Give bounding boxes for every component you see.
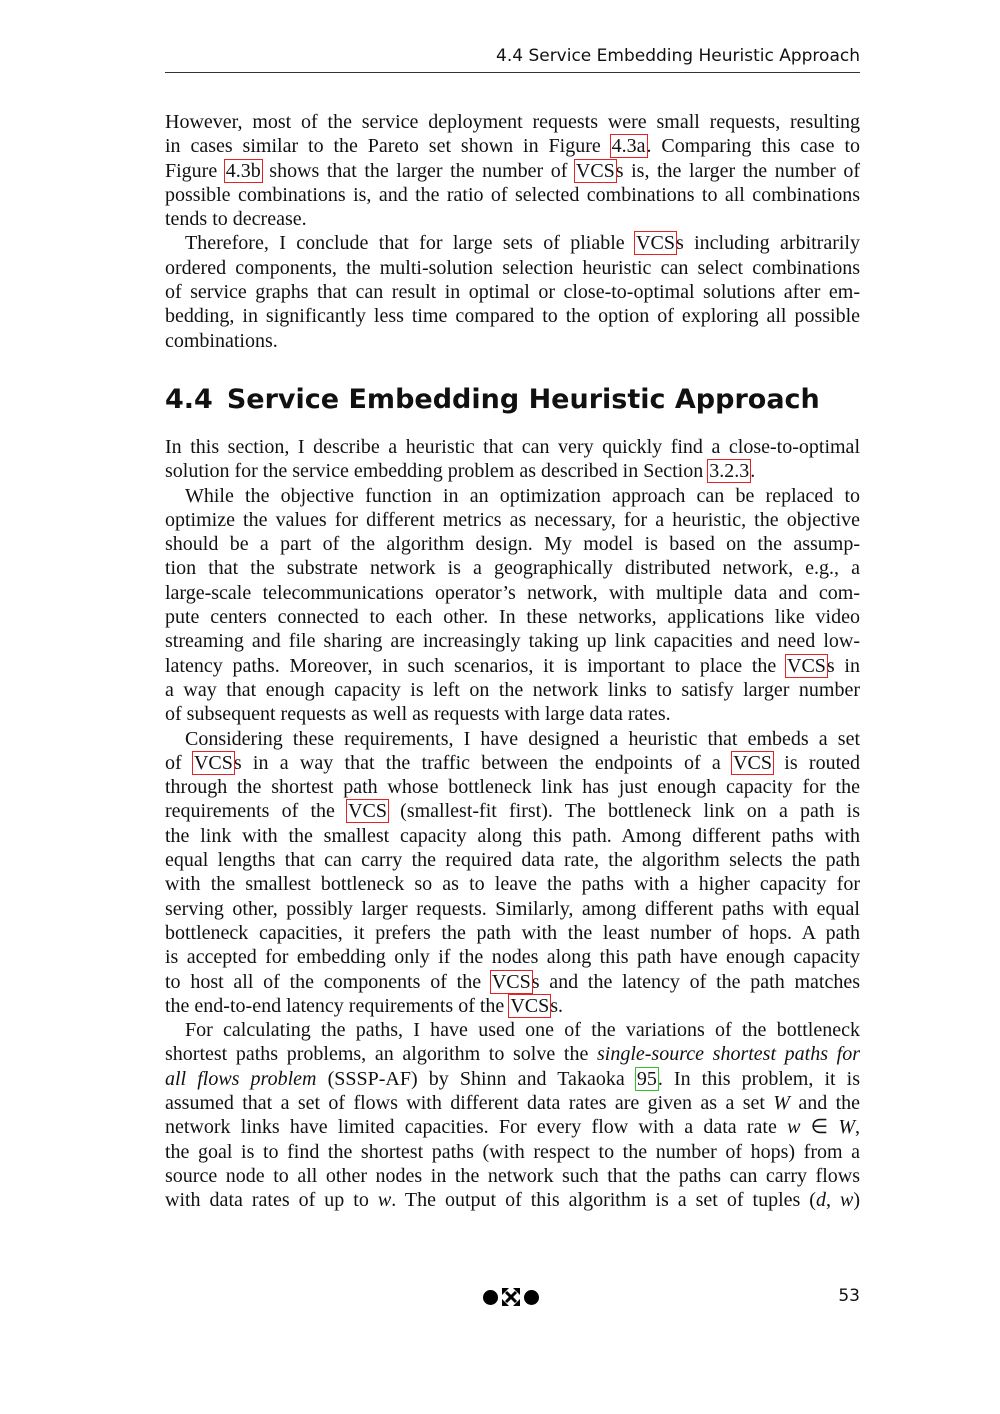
text-run: s is, the larger the number of: [615, 159, 860, 182]
text-line: [165, 605, 860, 629]
text-run: serving other, possibly larger requests. Similarly, among different paths with equal: [165, 897, 860, 920]
cross-reference-link[interactable]: VCS: [787, 654, 826, 677]
text-run: However, most of the service deployment requests were small requests, resulting: [165, 111, 860, 133]
text-line: [165, 702, 860, 726]
text-line: [165, 1091, 860, 1115]
running-header: 4.4 Service Embedding Heuristic Approach: [496, 46, 860, 66]
text-run: with the smallest bottleneck so as to leave the paths with a higher capacity for: [165, 873, 860, 896]
text-line: [165, 945, 860, 969]
text-run: s.: [550, 994, 564, 1017]
text-line: [165, 872, 860, 896]
text-run: equal lengths that can carry the required data rate, the algorithm selects the path: [165, 849, 860, 872]
text-line: [165, 1018, 860, 1042]
text-line: [165, 159, 860, 183]
text-line: [165, 532, 860, 556]
cross-reference-link[interactable]: 3.2.3: [709, 460, 750, 483]
text-line: [165, 1164, 860, 1188]
text-run: optimize the values for different metrics as necessary, for a heuristic, the objective: [165, 508, 860, 531]
text-line: [165, 581, 860, 605]
text-run: is routed: [773, 751, 861, 774]
text-line: [165, 678, 860, 702]
paragraph: [165, 484, 860, 727]
text-line: [165, 508, 860, 532]
text-line: [165, 970, 860, 994]
text-line: [165, 329, 860, 353]
text-run: of: [165, 751, 193, 774]
text-line: [165, 654, 860, 678]
paragraph: [165, 110, 860, 231]
italic-text: w: [787, 1116, 801, 1139]
text-line: [165, 256, 860, 280]
text-run: the end-to-end latency requirements of the: [165, 994, 510, 1017]
text-run: of subsequent requests as well as requests with large data rates.: [165, 703, 671, 726]
text-line: [165, 110, 860, 134]
italic-text: d: [815, 1189, 826, 1212]
text-run: bedding, in significantly less time compared to the option of exploring all possible: [165, 305, 860, 328]
text-run: ): [853, 1189, 861, 1212]
text-run: the link with the smallest capacity along this path. Among different paths with: [165, 824, 860, 847]
page-number: 53: [838, 1286, 860, 1306]
text-line: [165, 556, 860, 580]
text-run: possible combinations is, and the ratio of selected combinations to all combinations: [165, 183, 860, 206]
text-run: Considering these requirements, I have designed a heuristic that embeds a set: [185, 727, 860, 750]
paragraph: [165, 727, 860, 1019]
paragraph: [165, 1018, 860, 1212]
text-line: [165, 280, 860, 304]
text-run: For calculating the paths, I have used one of the variations of the bottleneck: [185, 1019, 860, 1042]
header-rule: [165, 72, 860, 73]
cross-reference-link[interactable]: 4.3b: [225, 159, 261, 182]
text-line: [165, 1067, 860, 1091]
italic-text: W: [838, 1116, 856, 1139]
text-line: [165, 231, 860, 255]
text-line: [165, 629, 860, 653]
text-run: s in: [826, 654, 860, 677]
italic-text: w: [377, 1189, 392, 1212]
text-run: to host all of the components of the: [165, 970, 491, 993]
text-line: [165, 921, 860, 945]
text-run: While the objective function in an optimization approach can be replaced to: [185, 484, 860, 507]
text-run: Therefore, I conclude that for large sets of pliable: [185, 232, 636, 255]
text-run: and the: [789, 1091, 860, 1114]
text-run: pute centers connected to each other. In these networks, applications like video: [165, 606, 860, 629]
text-line: [165, 1140, 860, 1164]
cross-reference-link[interactable]: VCS: [348, 800, 387, 823]
text-run: . In this problem, it is: [657, 1067, 860, 1090]
paragraphs-before-heading: [165, 110, 860, 353]
text-run: bottleneck capacities, it prefers the path with the least number of hops. A path: [165, 921, 860, 944]
text-run: ∈: [800, 1116, 839, 1139]
text-run: s including arbitrarily: [675, 232, 860, 255]
text-run: in cases similar to the Pareto set shown in Figure: [165, 135, 611, 158]
cross-reference-link[interactable]: VCS: [733, 751, 772, 774]
italic-text: single-source shortest paths for: [597, 1043, 861, 1066]
text-run: Figure: [165, 159, 225, 182]
text-run: the goal is to find the shortest paths (with respect to the number of hops) from a: [165, 1140, 860, 1163]
text-line: [165, 897, 860, 921]
text-run: .: [750, 460, 756, 483]
text-line: [165, 727, 860, 751]
text-run: (SSSP-AF) by Shinn and Takaoka: [316, 1067, 636, 1090]
text-run: shows that the larger the number of: [261, 159, 575, 182]
text-run: streaming and file sharing are increasingly taking up link capacities and need low-: [165, 630, 860, 653]
text-line: [165, 848, 860, 872]
italic-text: all flows problem: [165, 1067, 317, 1090]
cross-reference-link[interactable]: VCS: [193, 751, 233, 774]
section-title: Service Embedding Heuristic Approach: [226, 383, 820, 415]
text-run: network links have limited capacities. For every flow with a data rate: [165, 1116, 788, 1139]
text-run: solution for the service embedding problem as described in Section: [165, 460, 709, 483]
dot-icon: [524, 1290, 539, 1305]
text-run: through the shortest path whose bottleneck link has just enough capacity for the: [165, 776, 860, 799]
text-run: . The output of this algorithm is a set of tuples (: [391, 1189, 816, 1212]
text-run: latency paths. Moreover, in such scenarios, it is important to place the: [165, 654, 786, 677]
text-line: [165, 994, 860, 1018]
text-line: [165, 134, 860, 158]
text-run: is accepted for embedding only if the nodes along this path have enough capacity: [165, 946, 860, 969]
text-run: source node to all other nodes in the network such that the paths can carry flows: [165, 1164, 860, 1187]
text-run: In this section, I describe a heuristic that can very quickly find a close-to-optimal: [165, 435, 860, 458]
page-body: [165, 110, 860, 1212]
text-line: [165, 751, 860, 775]
section-number: 4.4: [165, 383, 213, 415]
text-line: [165, 824, 860, 848]
text-run: s and the latency of the path matches: [531, 970, 860, 993]
paragraphs-after-heading: [165, 435, 860, 1213]
italic-text: w: [840, 1189, 854, 1212]
text-run: combinations.: [165, 329, 278, 352]
cross-reference-link[interactable]: VCS: [575, 159, 615, 182]
text-run: assumed that a set of flows with different data rates are given as a set: [165, 1091, 774, 1114]
text-line: [165, 435, 860, 459]
text-line: [165, 484, 860, 508]
text-line: [165, 183, 860, 207]
text-line: [165, 775, 860, 799]
text-line: [165, 1115, 860, 1139]
paragraph: [165, 231, 860, 352]
text-run: ordered components, the multi-solution selection heuristic can select combinations: [165, 256, 860, 279]
paragraph: [165, 435, 860, 484]
text-run: requirements of the: [165, 800, 348, 823]
dot-icon: [483, 1290, 498, 1305]
cross-arrows-icon: [502, 1288, 520, 1306]
text-line: [165, 799, 860, 823]
text-run: with data rates of up to: [165, 1189, 378, 1212]
text-line: [165, 1042, 860, 1066]
text-line: [165, 304, 860, 328]
cross-reference-link[interactable]: 4.3a: [611, 135, 646, 158]
text-line: [165, 207, 860, 231]
text-run: tends to decrease.: [165, 208, 307, 231]
text-run: shortest paths problems, an algorithm to solve the: [165, 1043, 597, 1066]
cross-reference-link[interactable]: VCS: [636, 232, 675, 255]
text-run: tion that the substrate network is a geographically distributed network, e.g., a: [165, 557, 860, 580]
cross-reference-link[interactable]: VCS: [510, 994, 550, 1017]
italic-text: W: [773, 1091, 790, 1114]
citation-link[interactable]: 95: [636, 1067, 657, 1090]
text-run: large-scale telecommunications operator’s network, with multiple data and com-: [165, 581, 860, 604]
section-heading: [165, 383, 860, 417]
page-footer: [165, 1286, 860, 1310]
text-run: should be a part of the algorithm design. My model is based on the assump-: [165, 533, 860, 556]
text-run: of service graphs that can result in optimal or close-to-optimal solutions after em-: [165, 281, 860, 304]
text-line: [165, 459, 860, 483]
text-run: a way that enough capacity is left on the network links to satisfy larger number: [165, 678, 860, 701]
text-line: [165, 1188, 860, 1212]
cross-reference-link[interactable]: VCS: [491, 970, 531, 993]
text-run: (smallest-fit first). The bottleneck link on a path is: [387, 800, 860, 823]
footer-ornament-icon: [483, 1288, 539, 1306]
text-run: . Comparing this case to: [646, 135, 861, 158]
text-run: ,: [855, 1116, 861, 1139]
text-run: ,: [825, 1189, 840, 1212]
text-run: s in a way that the traffic between the endpoints of a: [233, 751, 733, 774]
